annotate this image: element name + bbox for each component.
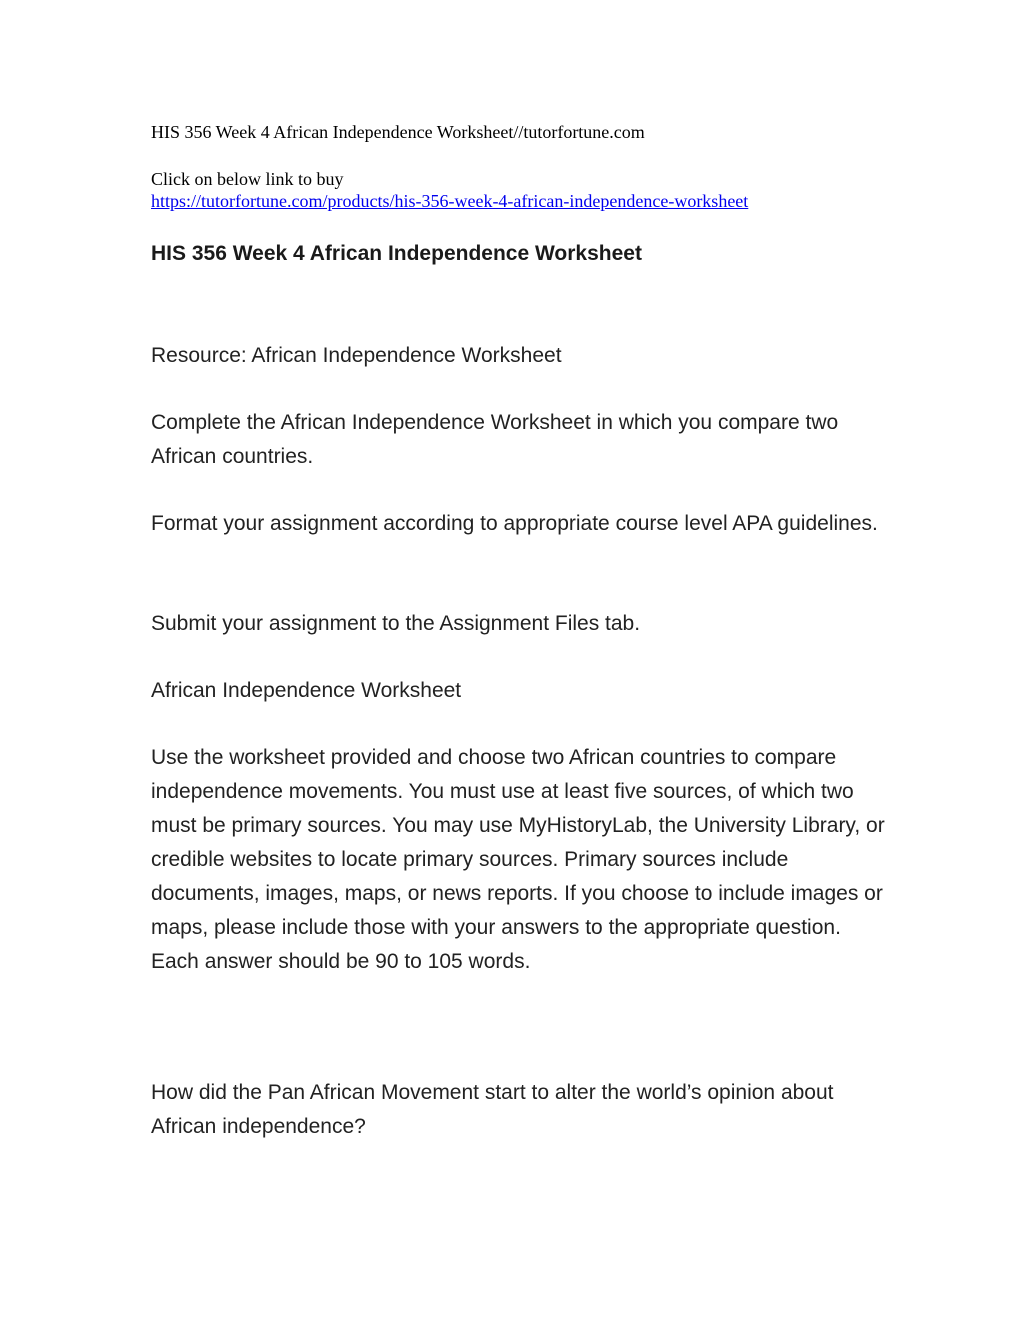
buy-block [151,168,748,212]
format-paragraph: Format your assignment according to appropriate course level APA guidelines. [151,512,878,535]
buy-link[interactable]: https://tutorfortune.com/products/his-356-week-4-african-independence-worksheet [151,191,749,211]
header-line: HIS 356 Week 4 African Independence Worksheet//tutorfortune.com [151,122,645,142]
buy-prompt: Click on below link to buy [151,169,344,189]
complete-paragraph: Complete the African Independence Worksheet in which you compare two African countries. [151,411,839,468]
resource-paragraph: Resource: African Independence Worksheet [151,344,562,367]
worksheet-heading: African Independence Worksheet [151,679,462,702]
submit-paragraph: Submit your assignment to the Assignment Files tab. [151,612,641,635]
question-paragraph: How did the Pan African Movement start to alter the world’s opinion about African independence? [151,1081,834,1138]
document-title: HIS 356 Week 4 African Independence Worksheet [151,242,642,265]
instructions-paragraph: Use the worksheet provided and choose two African countries to compare independence movements. You must use at least five sources, of which two must be primary sources. You may use MyHistoryLab, the University Library, or credible websites to locate primary sources. Primary sources include documents, images, maps, or news reports. If you choose to include images or maps, please include those with your answers to the appropriate question. Each answer should be 90 to 105 words. [151,746,885,973]
